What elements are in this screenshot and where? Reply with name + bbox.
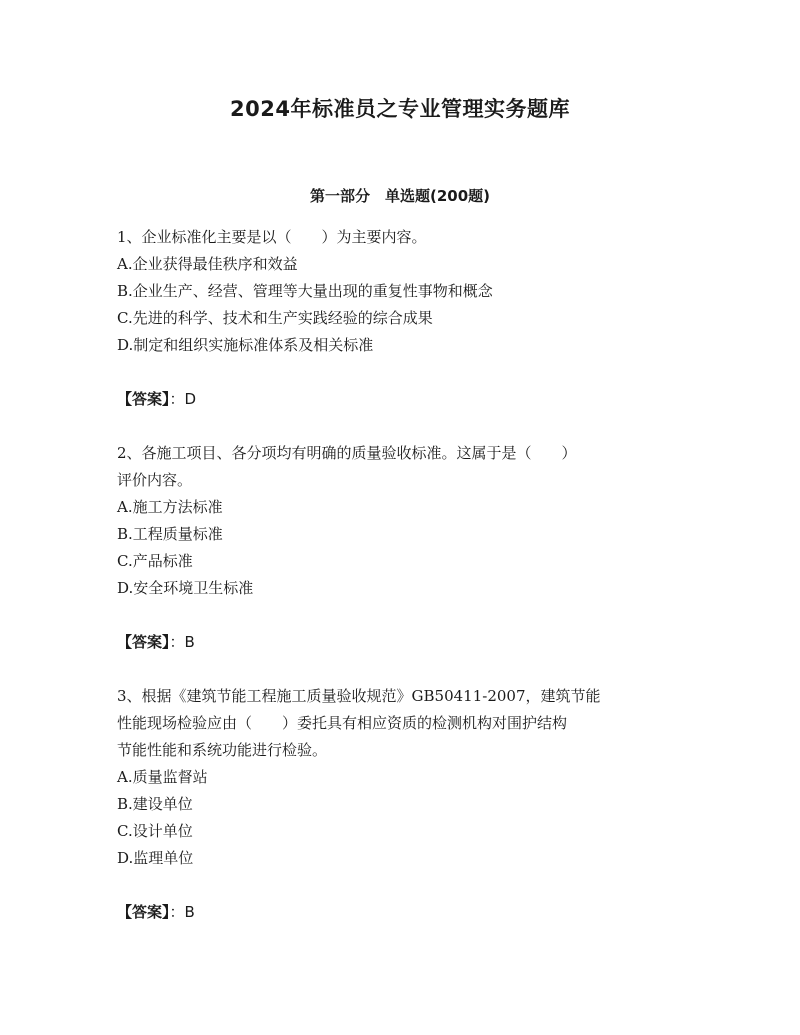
answer-label: 【答案】 bbox=[117, 633, 170, 651]
answer-label: 【答案】 bbox=[117, 390, 170, 408]
answer-label: 【答案】 bbox=[117, 903, 170, 921]
question-stem: 3、根据《建筑节能工程施工质量验收规范》GB50411-2007，建筑节能 bbox=[117, 687, 601, 705]
option-b: B.工程质量标准 bbox=[117, 525, 223, 543]
option-b: B.建设单位 bbox=[117, 795, 193, 813]
answer-block-1 bbox=[117, 386, 677, 413]
option-a: A.质量监督站 bbox=[117, 768, 208, 786]
question-stem-cont: 性能现场检验应由（ ）委托具有相应资质的检测机构对围护结构 bbox=[117, 714, 568, 732]
option-b: B.企业生产、经营、管理等大量出现的重复性事物和概念 bbox=[117, 282, 493, 300]
option-d: D.制定和组织实施标准体系及相关标准 bbox=[117, 336, 374, 354]
question-stem-cont: 节能性能和系统功能进行检验。 bbox=[117, 741, 328, 759]
answer-value: ：D bbox=[169, 390, 197, 408]
section-title: 第一部分 单选题(200题) bbox=[309, 187, 491, 205]
answer bbox=[117, 386, 677, 413]
answer-value: ：B bbox=[169, 903, 195, 921]
answer-block-2 bbox=[117, 629, 677, 656]
answer bbox=[117, 629, 677, 656]
answer-value: ：B bbox=[169, 633, 195, 651]
option-c: C.产品标准 bbox=[117, 552, 193, 570]
option-d: D.监理单位 bbox=[117, 849, 194, 867]
answer bbox=[117, 899, 677, 926]
question-2 bbox=[117, 440, 677, 602]
option-a: A.施工方法标准 bbox=[117, 498, 223, 516]
option-d: D.安全环境卫生标准 bbox=[117, 579, 254, 597]
question-1 bbox=[117, 224, 677, 359]
option-c: C.先进的科学、技术和生产实践经验的综合成果 bbox=[117, 309, 433, 327]
question-stem: 2、各施工项目、各分项均有明确的质量验收标准。这属于是（ ） bbox=[117, 444, 577, 462]
answer-block-3 bbox=[117, 899, 677, 926]
question-3 bbox=[117, 683, 677, 872]
question-stem-cont: 评价内容。 bbox=[117, 471, 193, 489]
document-title: 2024年标准员之专业管理实务题库 bbox=[230, 97, 570, 121]
option-a: A.企业获得最佳秩序和效益 bbox=[117, 255, 298, 273]
question-list bbox=[117, 224, 677, 953]
question-stem: 1、企业标准化主要是以（ ）为主要内容。 bbox=[117, 228, 427, 246]
option-c: C.设计单位 bbox=[117, 822, 193, 840]
